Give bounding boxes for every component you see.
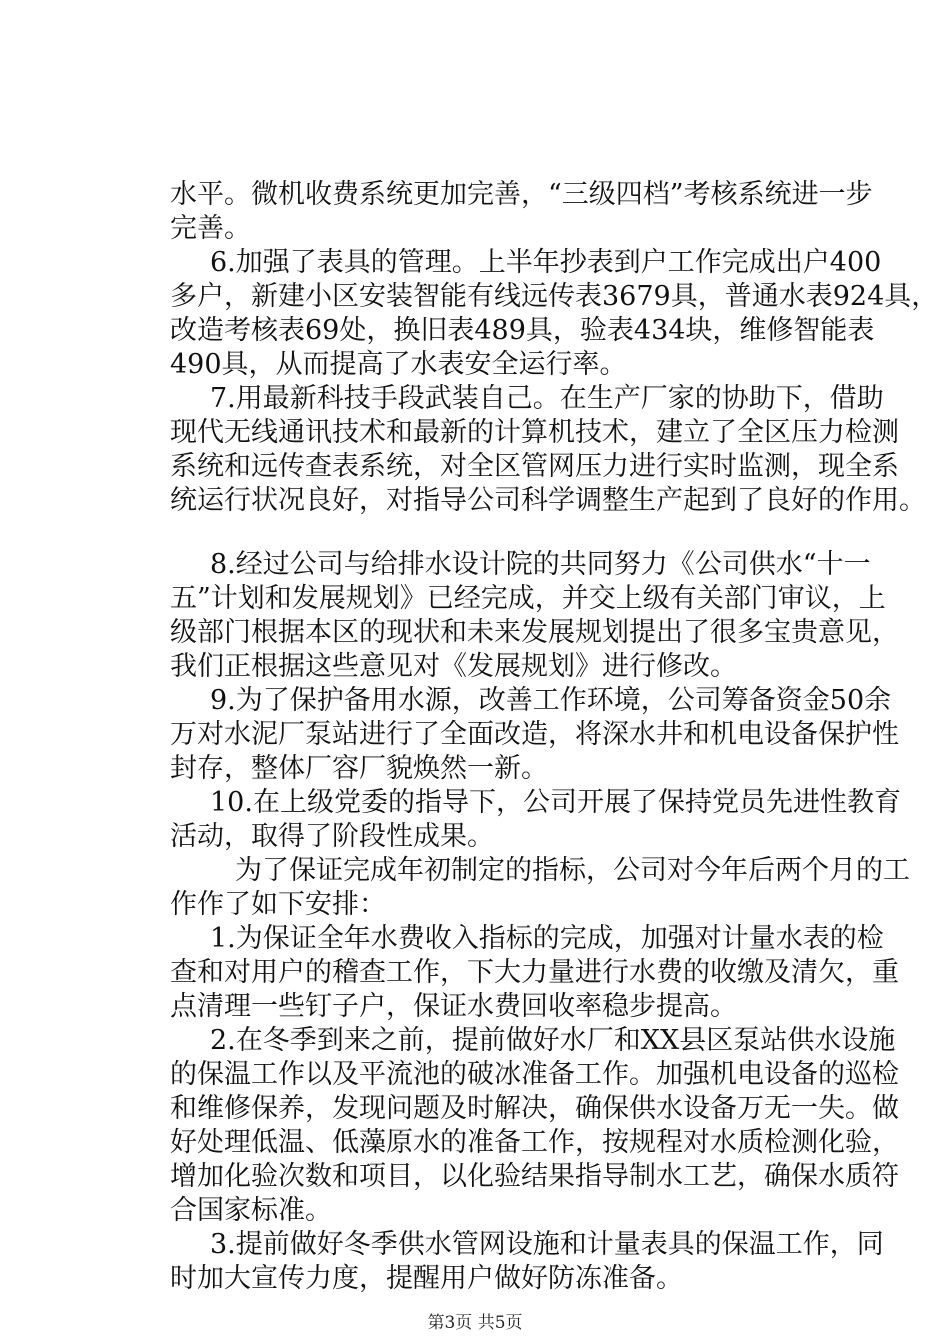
text-line: 为了保证完成年初制定的指标，公司对今年后两个月的工 [235, 855, 910, 886]
text-line: 1.为保证全年水费收入指标的完成，加强对计量水表的检 [210, 923, 884, 954]
text-line: 多户，新建小区安装智能有线远传表3679具，普通水表924具， [170, 281, 939, 312]
text-line: 封存，整体厂容厂貌焕然一新。 [170, 753, 548, 784]
page-number: 第3页 共5页 [427, 1313, 523, 1333]
text-line: 万对水泥厂泵站进行了全面改造，将深水井和机电设备保护性 [170, 719, 899, 750]
text-line: 点清理一些钉子户，保证水费回收率稳步提高。 [170, 991, 737, 1022]
text-line: 五”计划和发展规划》已经完成，并交上级有关部门审议，上 [170, 583, 886, 614]
text-line: 水平。微机收费系统更加完善，“三级四档”考核系统进一步 [170, 179, 873, 210]
text-line: 级部门根据本区的现状和未来发展规划提出了很多宝贵意见， [170, 617, 899, 648]
text-line: 改造考核表69处，换旧表489具，验表434块，维修智能表 [170, 315, 875, 346]
text-line: 现代无线通讯技术和最新的计算机技术，建立了全区压力检测 [170, 417, 899, 448]
text-line: 好处理低温、低藻原水的准备工作，按规程对水质检测化验， [170, 1127, 899, 1158]
text-line: 活动，取得了阶段性成果。 [170, 821, 494, 852]
text-line: 我们正根据这些意见对《发展规划》进行修改。 [170, 651, 737, 682]
text-line: 6.加强了表具的管理。上半年抄表到户工作完成出户400 [210, 247, 882, 278]
text-line: 3.提前做好冬季供水管网设施和计量表具的保温工作，同 [210, 1229, 884, 1260]
text-line: 系统和远传查表系统，对全区管网压力进行实时监测，现全系 [170, 451, 899, 482]
text-line: 9.为了保护备用水源，改善工作环境，公司筹备资金50余 [210, 685, 892, 716]
text-line: 7.用最新科技手段武装自己。在生产厂家的协助下，借助 [210, 383, 884, 414]
text-line: 统运行状况良好，对指导公司科学调整生产起到了良好的作用。 [170, 485, 926, 516]
text-line: 合国家标准。 [170, 1195, 332, 1226]
text-line: 的保温工作以及平流池的破冰准备工作。加强机电设备的巡检 [170, 1059, 899, 1090]
text-line: 时加大宣传力度，提醒用户做好防冻准备。 [170, 1263, 683, 1294]
text-line: 完善。 [170, 213, 251, 244]
text-line: 作作了如下安排： [170, 889, 386, 920]
text-line: 10.在上级党委的指导下，公司开展了保持党员先进性教育 [210, 787, 901, 818]
text-line: 增加化验次数和项目，以化验结果指导制水工艺，确保水质符 [170, 1161, 899, 1192]
text-line: 2.在冬季到来之前，提前做好水厂和XX县区泵站供水设施 [210, 1025, 896, 1056]
text-line: 8.经过公司与给排水设计院的共同努力《公司供水“十一 [210, 549, 871, 580]
text-line: 和维修保养，发现问题及时解决，确保供水设备万无一失。做 [170, 1093, 899, 1124]
text-line: 490具，从而提高了水表安全运行率。 [170, 349, 627, 380]
text-line: 查和对用户的稽查工作，下大力量进行水费的收缴及清欠，重 [170, 957, 899, 988]
